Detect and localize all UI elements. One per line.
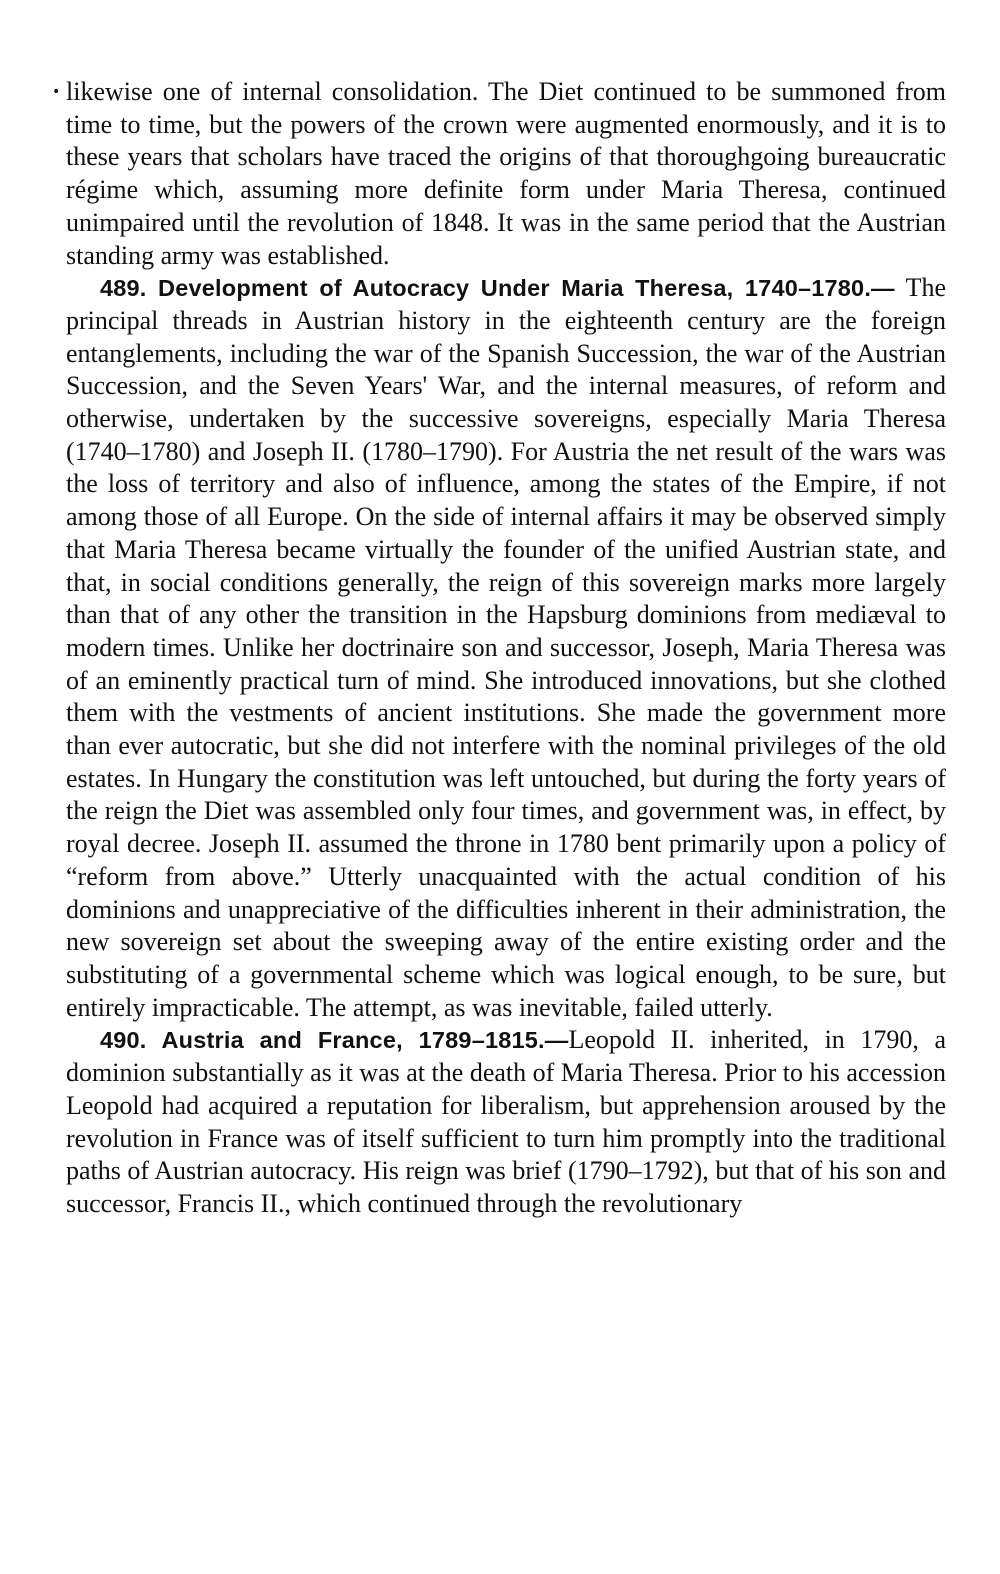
paragraph-text: Leopold II. inherited, in 1790, a dominion substantially as it was at the death of Maria Theresa. Prior to his accession Leopold had acquired a reputation for liberalism, but apprehension aroused by the revolution in France was of itself sufficient to turn him promptly into the traditional paths of Austrian autocracy. His reign was brief (1790–1792), but that of his son and successor, Francis II., which continued through the revolutionary (66, 1025, 946, 1218)
book-page (52, 76, 947, 1221)
section-489 (66, 272, 946, 1024)
section-heading-490: 490. Austria and France, 1789–1815.— (100, 1027, 569, 1054)
paragraph-text: likewise one of internal consolidation. The Diet continued to be summoned from time to time, but the powers of the crown were augmented enormously, and it is to these years that scholars have traced the origins of that thoroughgoing bureaucratic régime which, assuming more definite form under Maria Theresa, continued unimpaired until the revolution of 1848. It was in the same period that the Austrian standing army was established. (66, 77, 946, 270)
paragraph-continuation (52, 76, 946, 272)
section-490 (66, 1024, 946, 1220)
paragraph-text: The principal threads in Austrian history in the eighteenth century are the foreign entanglements, including the war of the Spanish Succession, the war of the Austrian Succession, and the Seven Years' War, and the internal measures, of reform and otherwise, undertaken by the successive sovereigns, especially Maria Theresa (1740–1780) and Joseph II. (1780–1790). For Austria the net result of the wars was the loss of territory and also of influence, among the states of the Empire, if not among those of all Europe. On the side of internal affairs it may be observed simply that Maria Theresa became virtually the founder of the unified Austrian state, and that, in social conditions generally, the reign of this sovereign marks more largely than that of any other the transition in the Hapsburg dominions from mediæval to modern times. Unlike her doctrinaire son and successor, Joseph, Maria Theresa was of an eminently practical turn of mind. She introduced innovations, but she clothed them with the vestments of ancient institutions. She made the government more than ever autocratic, but she did not interfere with the nominal privileges of the old estates. In Hungary the constitution was left untouched, but during the forty years of the reign the Diet was assembled only four times, and government was, in effect, by royal decree. Joseph II. assumed the throne in 1780 bent primarily upon a policy of “reform from above.” Utterly unacquainted with the actual condition of his dominions and unappreciative of the difficulties inherent in their administration, the new sovereign set about the sweeping away of the entire existing order and the substituting of a governmental scheme which was logical enough, to be sure, but entirely impracticable. The attempt, as was inevitable, failed utterly. (66, 273, 947, 1022)
section-heading-489: 489. Development of Autocracy Under Maria Theresa, 1740–1780.— (100, 275, 895, 302)
continuation-marker: • (52, 84, 61, 100)
